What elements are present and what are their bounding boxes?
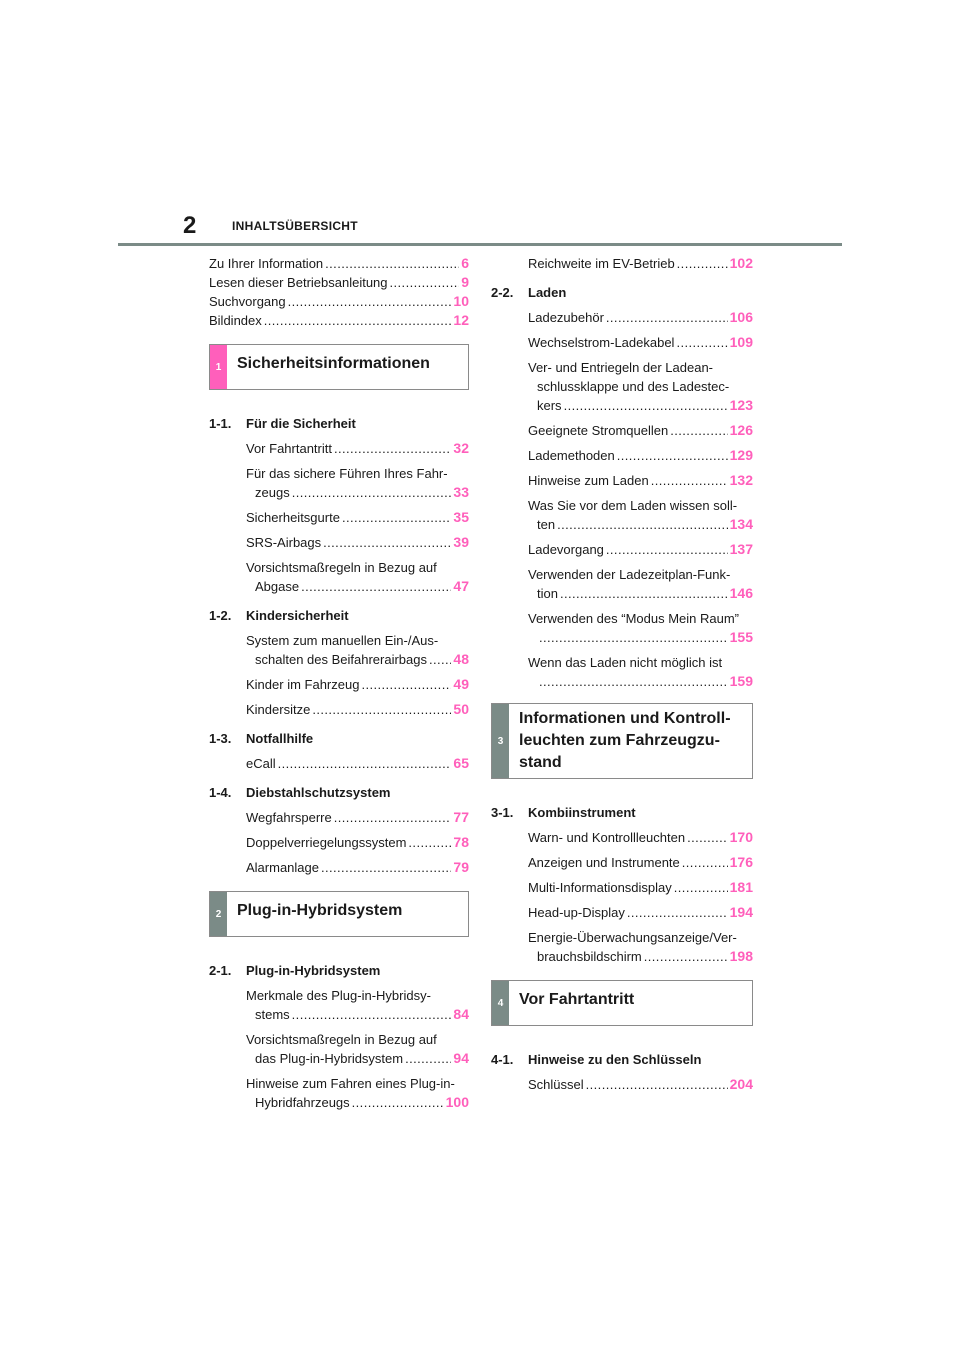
toc-entry[interactable]: Alarmanlage ..... 79 — [246, 858, 469, 877]
page-link[interactable]: 32 — [453, 440, 469, 456]
toc-entry-line[interactable]: Verwenden der Ladezeitplan-Funk- — [528, 567, 731, 582]
toc-entry-line[interactable]: Vorsichtsmaßregeln in Bezug auf — [246, 560, 437, 575]
section-entries — [491, 1075, 753, 1094]
page-link[interactable]: 77 — [453, 809, 469, 825]
toc-entry-line[interactable]: Was Sie vor dem Laden wissen soll- — [528, 498, 738, 513]
section-entries — [209, 754, 469, 773]
page-link[interactable]: 49 — [453, 676, 469, 692]
page-link[interactable]: 50 — [453, 701, 469, 717]
toc-entry[interactable]: Hinweise zum Laden ..... 132 — [528, 471, 753, 490]
toc-entry[interactable]: SRS-Airbags ..... 39 — [246, 533, 469, 552]
header-title: INHALTSÜBERSICHT — [232, 219, 358, 233]
page-link[interactable]: 146 — [729, 585, 753, 601]
toc-entry-line[interactable]: Vorsichtsmaßregeln in Bezug auf — [246, 1032, 437, 1047]
section-heading: 2-1. Plug-in-Hybridsystem — [209, 963, 381, 978]
toc-entry-line[interactable]: Hinweise zum Fahren eines Plug-in- — [246, 1076, 455, 1091]
toc-entry[interactable]: Bildindex ..... 12 — [209, 311, 469, 330]
toc-entry[interactable]: Hybridfahrzeugs ..... 100 — [246, 1093, 469, 1112]
page-link[interactable]: 123 — [729, 397, 753, 413]
page-number: 2 — [183, 212, 197, 239]
toc-entry-line[interactable]: Merkmale des Plug-in-Hybridsy- — [246, 988, 431, 1003]
toc-entry[interactable]: Geeignete Stromquellen ..... 126 — [528, 421, 753, 440]
page-link[interactable]: 39 — [453, 534, 469, 550]
section-heading: 2-2. Laden — [491, 285, 567, 300]
page-link[interactable]: 79 — [453, 859, 469, 875]
toc-entry[interactable]: Suchvorgang ..... 10 — [209, 292, 469, 311]
page-link[interactable]: 198 — [729, 948, 753, 964]
chapter-heading-2 — [209, 891, 469, 937]
chapter-title: Sicherheitsinformationen — [237, 355, 430, 372]
toc-entry[interactable]: brauchsbildschirm ..... 198 — [528, 947, 753, 966]
section-heading: 1-3. Notfallhilfe — [209, 731, 314, 746]
toc-entry[interactable]: Sicherheitsgurte ..... 35 — [246, 508, 469, 527]
page-link[interactable]: 9 — [461, 274, 469, 290]
section-heading: 1-1. Für die Sicherheit — [209, 416, 356, 431]
toc-entry[interactable]: kers ..... 123 — [528, 396, 753, 415]
page-link[interactable]: 132 — [729, 472, 753, 488]
toc-entry[interactable]: Ladevorgang ..... 137 — [528, 540, 753, 559]
page-link[interactable]: 126 — [729, 422, 753, 438]
page-link[interactable]: 12 — [453, 312, 469, 328]
section-heading: 1-4. Diebstahlschutzsystem — [209, 785, 391, 800]
page-link[interactable]: 137 — [729, 541, 753, 557]
page-link[interactable]: 155 — [729, 629, 753, 645]
page-link[interactable]: 65 — [453, 755, 469, 771]
toc-entry[interactable]: Wechselstrom-Ladekabel ..... 109 — [528, 333, 753, 352]
page-link[interactable]: 129 — [729, 447, 753, 463]
toc-entry[interactable]: Reichweite im EV-Betrieb ..... 102 — [528, 254, 753, 273]
page-link[interactable]: 78 — [453, 834, 469, 850]
chapter-heading-1 — [209, 344, 469, 390]
page-link[interactable]: 109 — [729, 334, 753, 350]
toc-entry-line[interactable]: System zum manuellen Ein-/Aus- — [246, 633, 439, 648]
toc-entry[interactable]: schalten des Beifahrerairbags ..... 48 — [246, 650, 469, 669]
chapter-heading-4 — [491, 980, 753, 1026]
toc-entry[interactable]: eCall ..... 65 — [246, 754, 469, 773]
toc-entry[interactable]: Doppelverriegelungssystem ..... 78 — [246, 833, 469, 852]
toc-entry[interactable]: Head-up-Display ..... 194 — [528, 903, 753, 922]
toc-entry[interactable]: ten ..... 134 — [528, 515, 753, 534]
section-entries — [209, 808, 469, 877]
page-link[interactable]: 35 — [453, 509, 469, 525]
page-link[interactable]: 134 — [729, 516, 753, 532]
page-link[interactable]: 6 — [461, 255, 469, 271]
toc-entry[interactable]: Multi-Informationsdisplay ..... 181 — [528, 878, 753, 897]
page-link[interactable]: 100 — [445, 1094, 469, 1110]
chapter-heading-3 — [491, 703, 753, 779]
chapter-tab: 1 — [210, 345, 227, 389]
page-link[interactable]: 33 — [453, 484, 469, 500]
section-entries — [491, 828, 753, 966]
page-link[interactable]: 84 — [453, 1006, 469, 1022]
section-entries — [209, 631, 469, 719]
section-heading: 3-1. Kombiinstrument — [491, 805, 636, 820]
chapter-title: Informationen und Kontroll- leuchten zum Fahrzeugzu- stand — [519, 710, 731, 771]
section-entries — [491, 254, 753, 273]
toc-entry[interactable]: Abgase ..... 47 — [246, 577, 469, 596]
toc-entry[interactable]: das Plug-in-Hybridsystem ..... 94 — [246, 1049, 469, 1068]
toc-entry[interactable]: Kinder im Fahrzeug ..... 49 — [246, 675, 469, 694]
page-link[interactable]: 176 — [729, 854, 753, 870]
chapter-tab: 2 — [210, 892, 227, 936]
toc-entry[interactable]: Warn- und Kontrollleuchten ..... 170 — [528, 828, 753, 847]
top-entries — [209, 254, 469, 330]
page-link[interactable]: 194 — [729, 904, 753, 920]
page-link[interactable]: 10 — [453, 293, 469, 309]
toc-entry-line[interactable]: Ver- und Entriegeln der Ladean- — [528, 360, 714, 375]
toc-entry-line[interactable]: Energie-Überwachungsanzeige/Ver- — [528, 930, 737, 945]
toc-entry[interactable]: Anzeigen und Instrumente ..... 176 — [528, 853, 753, 872]
toc-right-column — [491, 250, 753, 1094]
page-link[interactable]: 94 — [453, 1050, 469, 1066]
toc-entry-line[interactable]: Verwenden des “Modus Mein Raum” — [528, 611, 739, 626]
header-divider — [118, 243, 842, 246]
toc-entry-line[interactable]: schlussklappe und des Ladestec- — [537, 379, 730, 394]
toc-entry-line[interactable]: Wenn das Laden nicht möglich ist — [528, 655, 723, 670]
chapter-title: Plug-in-Hybridsystem — [237, 902, 403, 919]
toc-entry[interactable]: zeugs ..... 33 — [246, 483, 469, 502]
toc-entry[interactable]: Lademethoden ..... 129 — [528, 446, 753, 465]
chapter-tab: 4 — [492, 981, 509, 1025]
section-entries — [491, 308, 753, 691]
page-link[interactable]: 159 — [729, 673, 753, 689]
page-link[interactable]: 47 — [453, 578, 469, 594]
section-entries — [209, 986, 469, 1112]
chapter-title: Vor Fahrtantritt — [519, 991, 635, 1008]
toc-entry[interactable]: Vor Fahrtantritt ..... 32 — [246, 439, 469, 458]
toc-left-column — [209, 250, 469, 1112]
page-link[interactable]: 102 — [729, 255, 753, 271]
page-link[interactable]: 204 — [729, 1076, 753, 1092]
toc-entry[interactable]: Zu Ihrer Information ..... 6 — [209, 254, 469, 273]
page-link[interactable]: 181 — [729, 879, 753, 895]
toc-entry[interactable] — [528, 672, 753, 691]
section-heading: 4-1. Hinweise zu den Schlüsseln — [491, 1052, 702, 1067]
page-link[interactable]: 48 — [453, 651, 469, 667]
toc-entry-line[interactable]: Für das sichere Führen Ihres Fahr- — [246, 466, 448, 481]
toc-entry[interactable]: Lesen dieser Betriebsanleitung ..... 9 — [209, 273, 469, 292]
toc-entry[interactable] — [528, 628, 753, 647]
toc-entry[interactable]: tion ..... 146 — [528, 584, 753, 603]
chapter-tab: 3 — [492, 704, 509, 778]
page-link[interactable]: 170 — [729, 829, 753, 845]
page-link[interactable]: 106 — [729, 309, 753, 325]
section-entries — [209, 439, 469, 596]
toc-entry[interactable]: Schlüssel ..... 204 — [528, 1075, 753, 1094]
toc-entry[interactable]: Ladezubehör ..... 106 — [528, 308, 753, 327]
section-heading: 1-2. Kindersicherheit — [209, 608, 349, 623]
toc-entry[interactable]: Kindersitze ..... 50 — [246, 700, 469, 719]
toc-entry[interactable]: stems ..... 84 — [246, 1005, 469, 1024]
toc-entry[interactable]: Wegfahrsperre ..... 77 — [246, 808, 469, 827]
